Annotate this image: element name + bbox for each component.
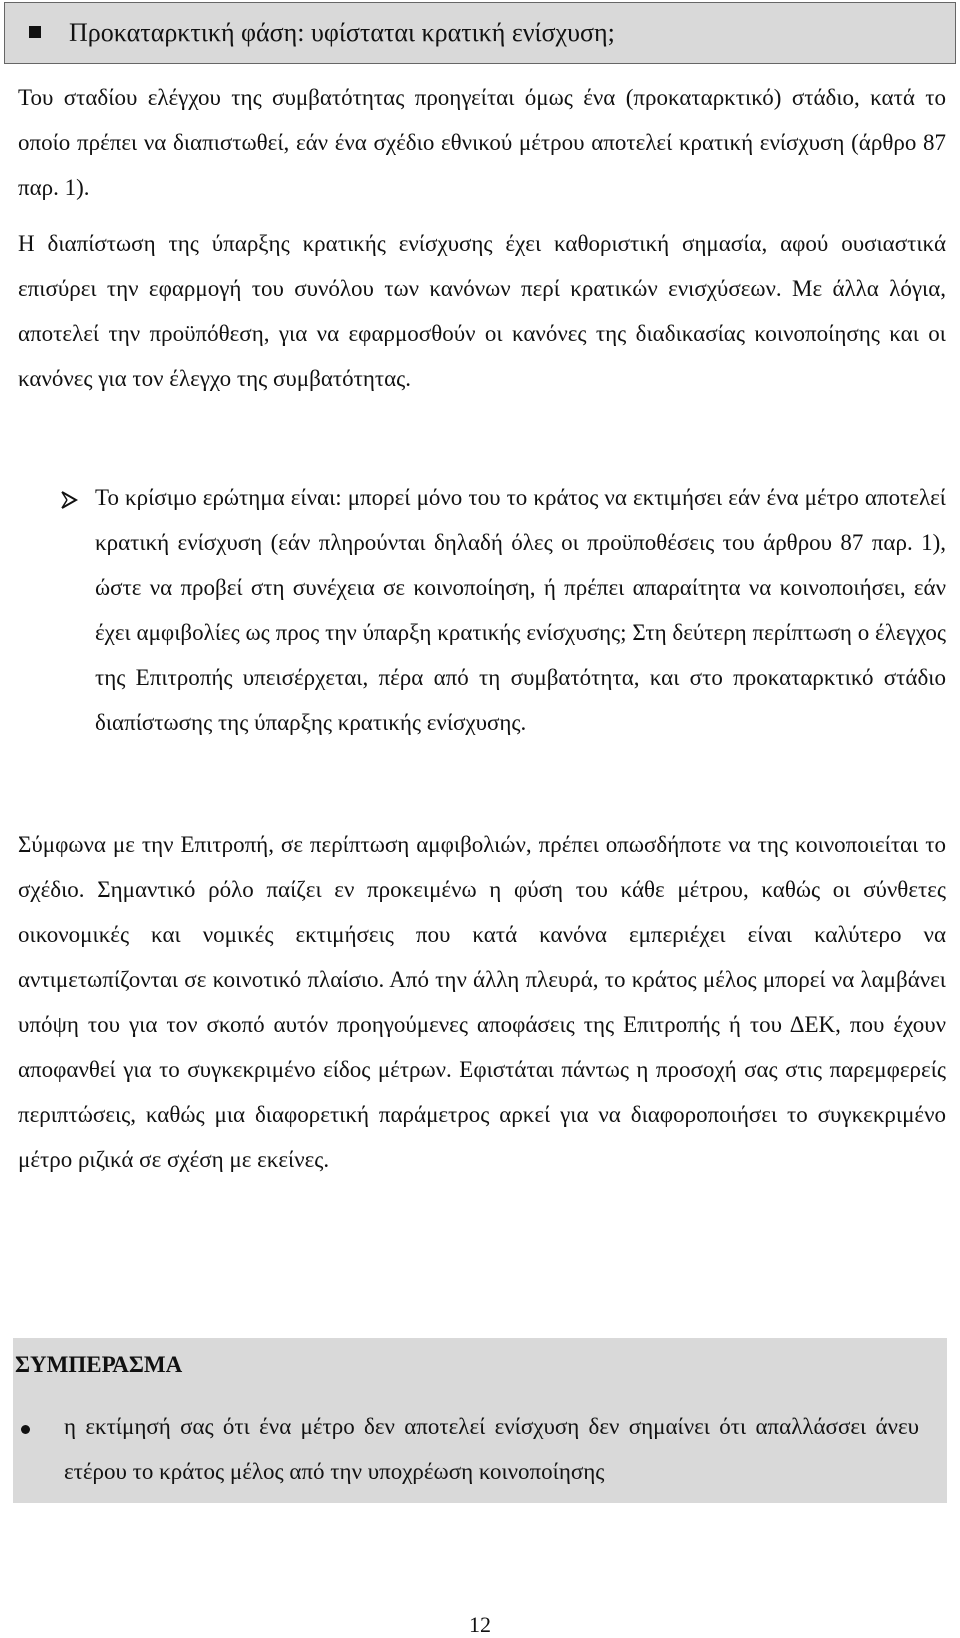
paragraph-commission-view: Σύμφωνα με την Επιτροπή, σε περίπτωση αμφιβολιών, πρέπει οπωσδήποτε να της κοινοποιείται το σχέδιο. Σημαντικό ρόλο παίζει εν προκειμένω η φύση του κάθε μέτρου, καθώς οι σύνθετες οικονομικές και νομικές εκτιμήσεις που κατά κανόνα εμπεριέχει είναι καλύτερο να αντιμετωπίζονται σε κοινοτικό πλαίσιο. Από την άλλη πλευρά, το κράτος μέλος μπορεί να λαμβάνει υπόψη του για τον σκοπό αυτόν προηγούμενες αποφάσεις της Επιτροπής ή του ΔΕΚ, που έχουν αποφανθεί για το συγκεκριμένο είδος μέτρων. Εφιστάται πάντως η προσοχή σας στις παρεμφερείς περιπτώσεις, καθώς μια διαφορετική παράμετρος αρκεί για να διαφοροποιήσει το συγκεκριμένο μέτρο ριζικά σε σχέση με εκείνες. [18,832,946,1172]
paragraph-critical-question: Το κρίσιμο ερώτημα είναι: μπορεί μόνο του το κράτος να εκτιμήσει εάν ένα μέτρο αποτελεί κρατική ενίσχυση (εάν πληρούνται δηλαδή όλες οι προϋποθέσεις του άρθρου 87 παρ. 1), ώστε να προβεί στη συνέχεια σε κοινοποίηση, ή πρέπει απαραίτητα να κοινοποιήσει, εάν έχει αμφιβολίες ως προς την ύπαρξη κρατικής ενίσχυσης; Στη δεύτερη περίπτωση ο έλεγχος της Επιτροπής υπεισέρχεται, πέρα από τη συμβατότητα, και στο προκαταρκτικό στάδιο διαπίστωσης της ύπαρξης κρατικής ενίσχυσης. [95,485,946,735]
round-bullet-icon [21,1425,30,1434]
square-bullet-icon [29,26,41,38]
section-heading: Προκαταρκτική φάση: υφίσταται κρατική ενίσχυση; [69,18,615,47]
conclusion-title: ΣΥΜΠΕΡΑΣΜΑ [15,1352,183,1377]
arrow-bullet-icon [58,488,82,512]
conclusion-item: η εκτίμησή σας ότι ένα μέτρο δεν αποτελεί ενίσχυση δεν σημαίνει ότι απαλλάσσει άνευ ετέρου το κράτος μέλος από την υποχρέωση κοινοποίησης [64,1414,919,1484]
section-heading-box [4,2,956,64]
paragraph-aid-existence: Η διαπίστωση της ύπαρξης κρατικής ενίσχυσης έχει καθοριστική σημασία, αφού ουσιαστικά επισύρει την εφαρμογή του συνόλου των κανόνων περί κρατικών ενισχύσεων. Με άλλα λόγια, αποτελεί την προϋπόθεση, για να εφαρμοσθούν οι κανόνες της διαδικασίας κοινοποίησης και οι κανόνες για τον έλεγχο της συμβατότητας. [18,231,946,391]
paragraph-preliminary-stage: Του σταδίου ελέγχου της συμβατότητας προηγείται όμως ένα (προκαταρκτικό) στάδιο, κατά το οποίο πρέπει να διαπιστωθεί, εάν ένα σχέδιο εθνικού μέτρου αποτελεί κρατική ενίσχυση (άρθρο 87 παρ. 1). [18,85,946,200]
page-number: 12 [469,1612,491,1637]
